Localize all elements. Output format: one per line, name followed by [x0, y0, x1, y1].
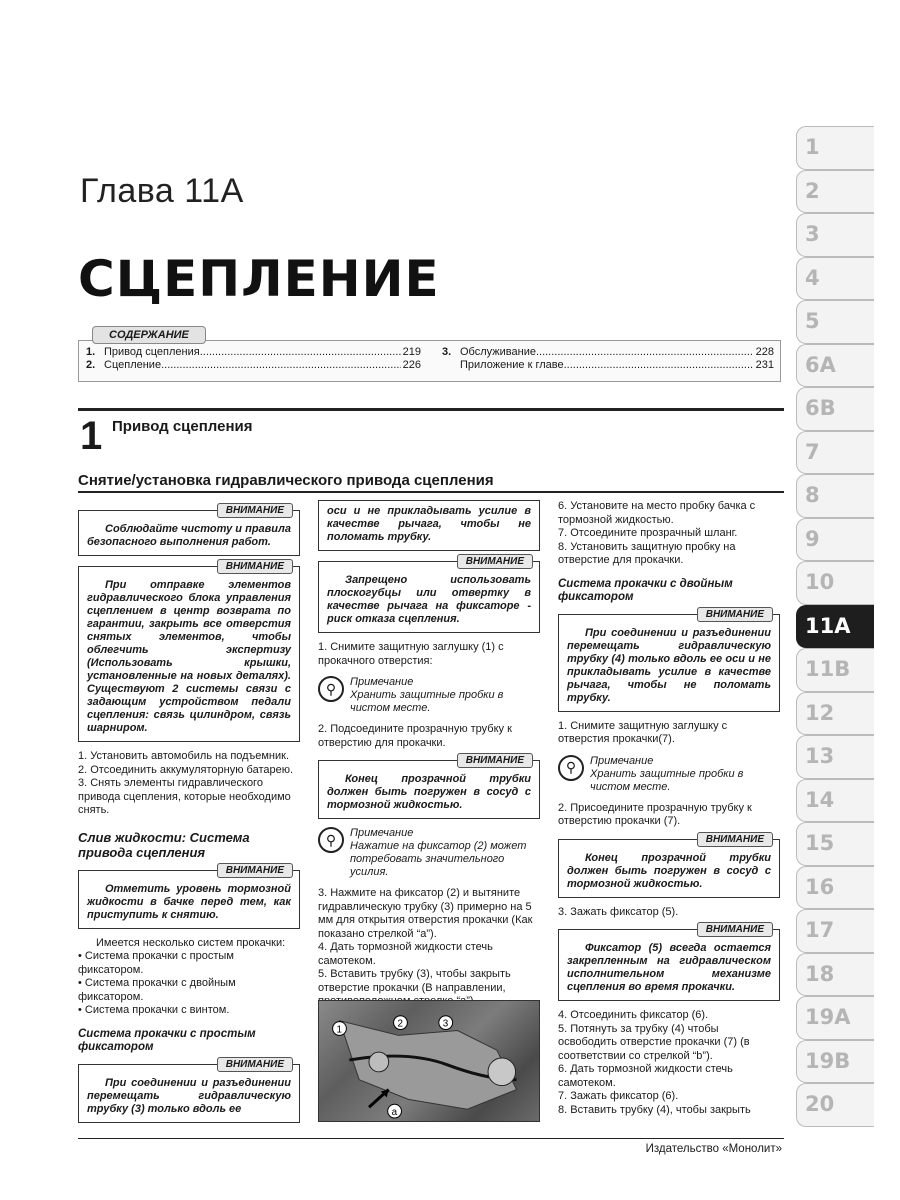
lightbulb-icon: ⚲ [558, 755, 584, 781]
chapter-tab[interactable]: 9 [796, 518, 874, 562]
toc-title: Сцепление [104, 359, 162, 371]
list-item: • Система прокачки с винтом. [78, 1004, 230, 1016]
list-item: • Система прокачки с двойным фиксатором. [78, 977, 236, 1003]
drain-heading: Слив жидкости: Система привода сцепления [78, 829, 250, 860]
warning-text: При соединении и разъединении перемещать гидравлическую трубку (3) только вдоль ее [87, 1076, 291, 1115]
step-text: 1. Снимите защитную заглушку с отверстия прокачки(7). [558, 719, 728, 745]
chapter-tab[interactable]: 12 [796, 692, 874, 736]
column-3 [558, 500, 780, 1117]
warning-tag: ВНИМАНИЕ [217, 1057, 293, 1072]
step-text: 6. Дать тормозной жидкости стечь самотеком. [558, 1063, 733, 1089]
actuator-cylinder [488, 1058, 516, 1086]
note-label: Примечание [590, 754, 654, 767]
toc-dots [200, 345, 401, 359]
toc-page: 226 [402, 359, 421, 371]
chapter-tab[interactable]: 18 [796, 953, 874, 997]
chapter-tab[interactable]: 8 [796, 474, 874, 518]
warning-text: Фиксатор (5) всегда остается закрепленным на гидравлическом исполнительном механизме сцепления во время прокачки. [567, 942, 771, 993]
step-text: 3. Нажмите на фиксатор (2) и вытяните гидравлическую трубку (3) примерно на 5 мм для открытия отверстия прокачки (Как показано стрелкой “a”). [318, 887, 533, 940]
chapter-tab[interactable]: 1 [796, 126, 874, 170]
warning-tag: ВНИМАНИЕ [217, 863, 293, 878]
step-text: 3. Снять элементы гидравлического привода сцепления, которые необходимо снять. [78, 777, 291, 816]
toc-entry-1[interactable] [86, 345, 421, 359]
publisher-credit: Издательство «Монолит» [645, 1143, 782, 1155]
chapter-tabs [796, 126, 874, 1127]
column-1 [78, 500, 300, 1131]
toc-dots [536, 345, 754, 359]
warning-box-continued [318, 500, 540, 551]
subsection-heading: Снятие/установка гидравлического привода сцепления [78, 472, 494, 489]
chapter-tab[interactable]: 11A [796, 605, 874, 649]
step-text: 3. Зажать фиксатор (5). [558, 905, 679, 918]
warning-box [318, 556, 540, 633]
toc-heading: СОДЕРЖАНИЕ [92, 326, 206, 344]
step-text: 7. Отсоедините прозрачный шланг. [558, 527, 738, 539]
chapter-tab[interactable]: 16 [796, 866, 874, 910]
chapter-tab[interactable]: 7 [796, 431, 874, 475]
note-label: Примечание [350, 676, 414, 688]
callout-label-1: 1 [336, 1024, 343, 1036]
note-text: Хранить защитные пробки в чистом месте. [590, 767, 744, 793]
warning-box [318, 755, 540, 819]
toc-num: 1. [86, 346, 96, 358]
lightbulb-icon: ⚲ [318, 676, 344, 702]
step-text: 1. Снимите защитную заглушку (1) с прокачного отверстия: [318, 641, 504, 667]
chapter-label: Глава 11А [80, 172, 244, 210]
toc-dots [564, 358, 754, 372]
step-text: 7. Зажать фиксатор (6). [558, 1090, 679, 1102]
callout-label-2: 2 [397, 1018, 403, 1030]
warning-box [78, 864, 300, 929]
step-text: 4. Отсоединить фиксатор (6). [558, 1009, 709, 1021]
chapter-tab[interactable]: 14 [796, 779, 874, 823]
warning-text: Конец прозрачной трубки должен быть погружен в сосуд с тормозной жидкостью. [327, 773, 531, 811]
chapter-tab[interactable]: 3 [796, 213, 874, 257]
double-latch-heading: Система прокачки с двойным фиксатором [558, 577, 733, 603]
clutch-actuator-figure [318, 1000, 540, 1122]
chapter-tab[interactable]: 6A [796, 344, 874, 388]
chapter-tab[interactable]: 19B [796, 1040, 874, 1084]
warning-text: Запрещено использовать плоскогубцы или отвертку в качестве рычага на фиксаторе - риск отказа сцепления. [327, 574, 531, 625]
step-text: 6. Установите на место пробку бачка с тормозной жидкостью. [558, 500, 756, 526]
toc-title: Привод сцепления [104, 346, 200, 358]
step-text: 5. Потянуть за трубку (4) чтобы освободить отверстие прокачки (7) (в соответствии со стрелкой “b”). [558, 1022, 750, 1062]
warning-box [78, 505, 300, 556]
warning-tag: ВНИМАНИЕ [697, 922, 773, 937]
warning-tag: ВНИМАНИЕ [457, 753, 533, 768]
chapter-tab[interactable]: 13 [796, 735, 874, 779]
section-rule [78, 408, 784, 411]
warning-box [558, 608, 780, 712]
section-title: Привод сцепления [112, 418, 253, 435]
column-2 [318, 500, 540, 1009]
step-text: 8. Вставить трубку (4), чтобы закрыть [558, 1103, 751, 1116]
footer-rule [78, 1138, 784, 1139]
toc-num [442, 358, 460, 372]
chapter-tab[interactable]: 19A [796, 996, 874, 1040]
warning-text: При отправке элементов гидравлического блока управления сцеплением в центр возврата по гарантии, закрыть все отверстия снятых элементов, чтобы облегчить экспертизу (Использовать крышки, установленные на новых деталях). Существуют 2 системы связи с задающим устройством педали сцепления: связь цилиндром, связь шарниром. [87, 579, 291, 734]
chapter-tab[interactable]: 5 [796, 300, 874, 344]
note-text: Нажатие на фиксатор (2) может потребовать значительного усилия. [350, 840, 527, 878]
chapter-tab[interactable]: 17 [796, 909, 874, 953]
callout-label-a: a [391, 1107, 398, 1119]
warning-tag: ВНИМАНИЕ [217, 503, 293, 518]
warning-box [78, 1058, 300, 1123]
note-block [558, 755, 780, 794]
warning-tag: ВНИМАНИЕ [217, 559, 293, 574]
warning-tag: ВНИМАНИЕ [697, 607, 773, 622]
section-number: 1 [80, 414, 103, 458]
step-text: 1. Установить автомобиль на подъемник. [78, 750, 290, 762]
body-text: Имеется несколько систем прокачки: [96, 936, 286, 949]
subsection-rule [78, 491, 784, 493]
toc-page: 228 [755, 346, 774, 358]
toc-page: 219 [402, 346, 421, 358]
chapter-tab[interactable]: 20 [796, 1083, 874, 1127]
toc-dots [161, 358, 401, 372]
toc-entry-2[interactable] [86, 358, 421, 372]
note-text: Хранить защитные пробки в чистом месте. [350, 689, 504, 714]
warning-box [558, 924, 780, 1001]
chapter-tab[interactable]: 15 [796, 822, 874, 866]
note-label: Примечание [350, 827, 414, 839]
warning-box [78, 561, 300, 742]
step-text: 5. Вставить трубку (3), чтобы закрыть отверстие прокачки (В направлении, [318, 968, 511, 994]
step-text: 2. Присоедините прозрачную трубку к отверстию прокачки (7). [558, 801, 752, 827]
chapter-tab[interactable]: 2 [796, 170, 874, 214]
figure-drawing [319, 1001, 539, 1121]
chapter-tab[interactable]: 6B [796, 387, 874, 431]
callout-label-3: 3 [442, 1018, 449, 1030]
toc-title: Приложение к главе [460, 359, 564, 371]
warning-text: оси и не прикладывать усилие в качестве рычага, чтобы не поломать трубку. [327, 505, 531, 543]
step-text: 4. Дать тормозной жидкости стечь самотеком. [318, 941, 493, 967]
warning-text: При соединении и разъединении перемещать гидравлическую трубку (4) только вдоль ее оси и не прикладывать усилие в качестве рычага, чтобы не поломать трубку. [567, 626, 771, 704]
list-item: • Система прокачки с простым фиксатором. [78, 950, 234, 976]
step-text: 8. Установить защитную пробку на отверстие для прокачки. [558, 540, 736, 566]
toc-entry-4[interactable] [442, 358, 774, 372]
toc-num: 3. [442, 346, 452, 358]
warning-tag: ВНИМАНИЕ [697, 832, 773, 847]
step-text: 2. Отсоединить аккумуляторную батарею. [78, 763, 294, 776]
warning-text: Соблюдайте чистоту и правила безопасного выполнения работ. [87, 523, 291, 548]
chapter-tab[interactable]: 4 [796, 257, 874, 301]
note-block [318, 827, 540, 879]
chapter-tab[interactable]: 11B [796, 648, 874, 692]
toc-title: Обслуживание [460, 346, 536, 358]
chapter-title: СЦЕПЛЕНИЕ [78, 250, 440, 308]
simple-latch-heading: Система прокачки с простым фиксатором [78, 1027, 256, 1053]
toc-num: 2. [86, 359, 96, 371]
toc-entry-3[interactable] [442, 345, 774, 359]
warning-text: Отметить уровень тормозной жидкости в бачке перед тем, как приступить к снятию. [87, 882, 291, 921]
warning-box [558, 833, 780, 898]
warning-text: Конец прозрачной трубки должен быть погружен в сосуд с тормозной жидкостью. [567, 851, 771, 890]
chapter-tab[interactable]: 10 [796, 561, 874, 605]
step-text: 2. Подсоедините прозрачную трубку к отверстию для прокачки. [318, 723, 512, 749]
warning-tag: ВНИМАНИЕ [457, 554, 533, 569]
note-block [318, 676, 540, 715]
toc-page: 231 [755, 359, 774, 371]
lightbulb-icon: ⚲ [318, 827, 344, 853]
bleed-port [369, 1052, 389, 1072]
